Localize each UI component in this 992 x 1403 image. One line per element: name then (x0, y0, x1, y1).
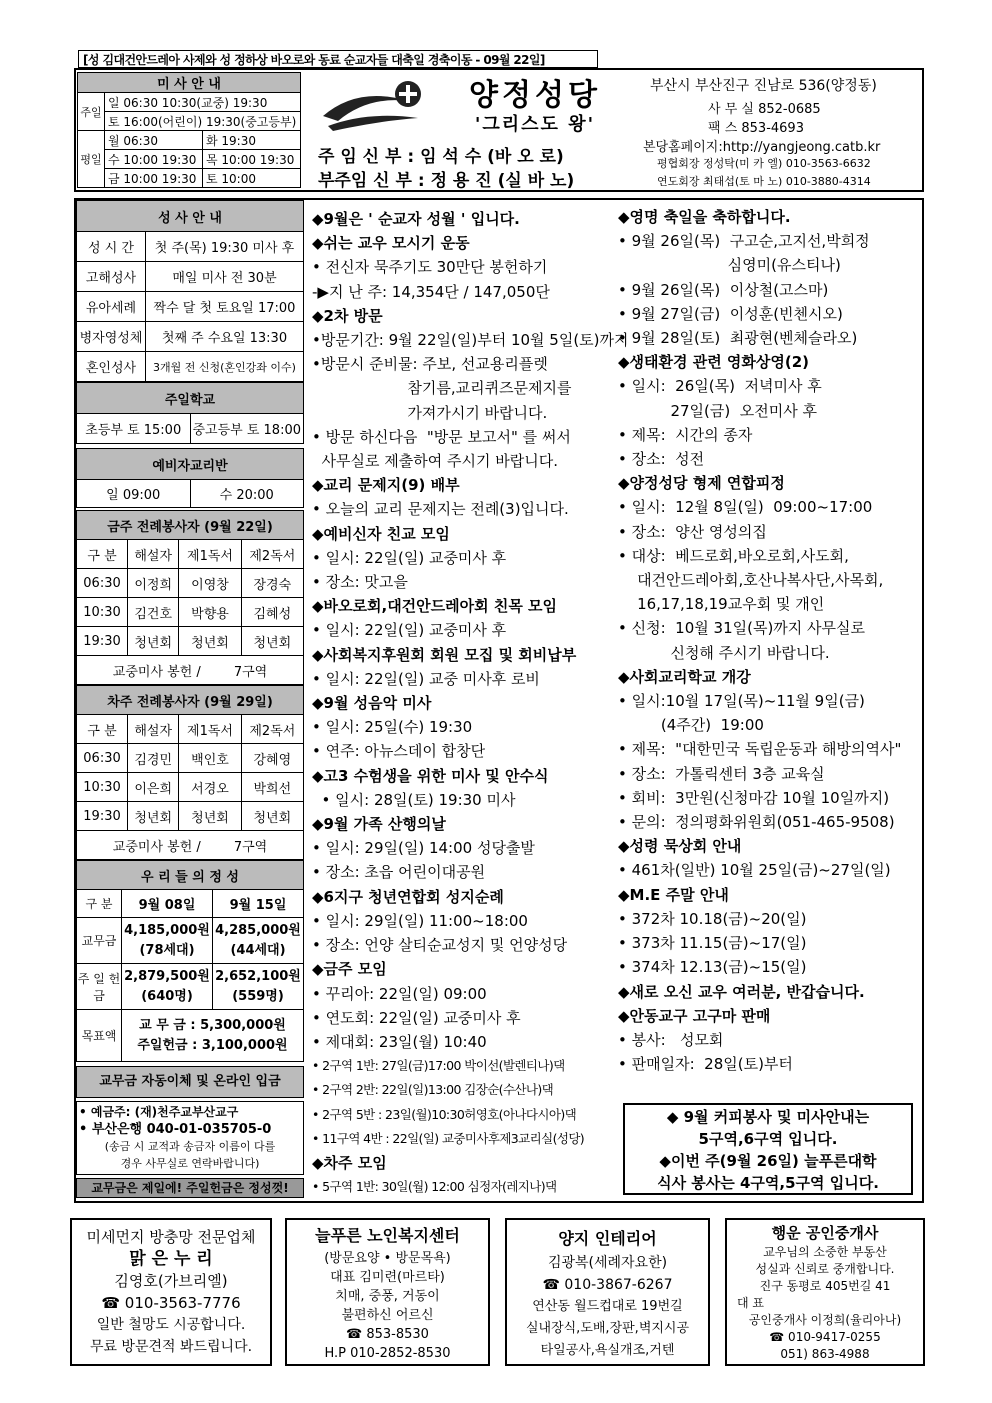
ad-elderly-care (285, 1218, 490, 1366)
offering-assignment: 교중미사 봉헌 / 7구역 (77, 831, 304, 860)
table-cell: 19:30 (77, 802, 128, 831)
list-item: • 제대회: 23일(월) 10:40 (312, 1032, 487, 1051)
section-heading: ◆교리 문제지(9) 배부 (312, 476, 460, 495)
list-item: • 일시: 29일(일) 14:00 성당출발 (312, 839, 535, 858)
list-item: • 2구역 1반: 27일(금)17:00 박이선(발렌티나)댁 (312, 1058, 565, 1074)
ad-line: 미세먼지 방충망 전문업체 (86, 1228, 256, 1246)
ad-title: 양지 인테리어 (558, 1229, 657, 1248)
middle-column (312, 207, 629, 1199)
list-item: • 장소: 언양 살티순교성지 및 언양성당 (312, 936, 568, 955)
transfer-line: • 예금주: (재)천주교부산교구 (79, 1105, 239, 1119)
list-item: • 전신자 묵주기도 30만단 봉헌하기 (312, 258, 548, 277)
ad-line: ☎ 010-3867-6267 (542, 1277, 673, 1293)
table-cell: 강혜영 (241, 744, 303, 773)
sunday-school-title: 주일학교 (77, 383, 304, 414)
sacrament-value: 매일 미사 전 30분 (146, 262, 304, 292)
servers-this-table (76, 510, 304, 685)
list-item: 대건안드레아회,호산나복사단,사목회, (618, 571, 884, 590)
ad-line: 무료 방문견적 봐드립니다. (89, 1339, 253, 1355)
list-item: • 연도회: 22일(일) 교중미사 후 (312, 1008, 521, 1027)
sacrament-value: 3개월 전 신청(혼인강좌 이수) (146, 352, 304, 382)
transfer-line: • 부산은행 040-01-035705-0 (79, 1122, 272, 1137)
ad-title: 늘푸른 노인복지센터 (315, 1226, 460, 1245)
table-cell: 박희선 (241, 773, 303, 802)
homepage: 본당홈페이지:http://yangjeong.catb.kr (643, 140, 881, 155)
list-item: • 11구역 4반 : 22일(일) 교중미사후제3교리실(성당) (312, 1130, 585, 1146)
notice-box (623, 1103, 913, 1195)
table-cell: 청년회 (241, 627, 303, 656)
ad-line: 공인중개사 이정희(율리아나) (748, 1313, 902, 1327)
ad-line: 불편하신 어르신 (341, 1308, 434, 1323)
list-item: • 9월 26일(목) 구고순,고지선,박희정 (618, 232, 870, 251)
ad-interior (505, 1218, 710, 1366)
section-heading: ◆생태환경 관련 영화상영(2) (618, 353, 810, 372)
pastor-line: 주 임 신 부 : 임 석 수 (바 오 로) (318, 147, 564, 167)
rosary-chair: 연도회장 최태섭(토 마 노) 010-3880-4314 (657, 175, 871, 188)
table-cell: 김혜성 (241, 598, 303, 627)
catechumen-title: 예비자교리반 (77, 449, 304, 480)
list-item: 27일(금) 오전미사 후 (618, 401, 817, 420)
chairman: 평협회장 정성탁(미 카 엘) 010-3563-6632 (657, 157, 871, 170)
ad-line: 진구 동평로 405번길 41 (759, 1279, 891, 1293)
section-heading: ◆9월 성음악 미사 (312, 694, 432, 713)
list-item: • 신청: 10월 31일(목)까지 사무실로 (618, 619, 866, 638)
section-heading: ◆성령 묵상회 안내 (618, 837, 742, 856)
table-cell: 10:30 (77, 773, 128, 802)
ad-line: ☎ 010-3563-7776 (101, 1294, 241, 1312)
table-cell: 청년회 (128, 802, 179, 831)
table-cell: 청년회 (128, 627, 179, 656)
ad-line: H.P 010-2852-8530 (324, 1346, 451, 1361)
list-item: 신청해 주시기 바랍니다. (618, 643, 830, 662)
table-cell: 이정희 (128, 569, 179, 598)
list-item: •방문기간: 9월 22일(일)부터 10월 5일(토)까지 (312, 331, 629, 350)
list-item: • 일시: 22일(일) 교중미사 후 (312, 621, 507, 640)
ad-line: ☎ 853-8530 (346, 1327, 429, 1342)
ad-line: 교우님의 소중한 부동산 (763, 1245, 887, 1259)
sacrament-label: 유아세례 (77, 292, 146, 322)
assistant-line: 부주임 신 부 : 정 용 진 (실 바 노) (318, 171, 575, 191)
list-item: • 373차 11.15(금)~17(일) (618, 934, 807, 953)
section-heading: ◆고3 수험생을 위한 미사 및 안수식 (312, 766, 549, 785)
table-cell: 김건호 (128, 598, 179, 627)
catechumen-wed: 수 20:00 (190, 480, 304, 508)
table-cell: 10:30 (77, 598, 128, 627)
amount: 4,285,000원 (215, 922, 301, 938)
table-cell: 19:30 (77, 627, 128, 656)
section-heading: ◆금주 모임 (312, 960, 387, 979)
list-item: • 꾸리아: 22일(일) 09:00 (312, 984, 487, 1003)
transfer-title: 교무금 자동이체 및 온라인 입금 (76, 1066, 304, 1098)
section-heading: ◆새로 오신 교우 여러분, 반갑습니다. (618, 982, 865, 1001)
table-cell: 06:30 (77, 569, 128, 598)
list-item: • 회비: 3만원(신청마감 10월 10일까지) (618, 788, 890, 807)
list-item: • 일시: 22일(일) 교중미사 후 (312, 548, 507, 567)
list-item: 사무실로 제출하여 주시기 바랍니다. (312, 452, 558, 471)
list-item: -▶지 난 주: 14,354단 / 147,050단 (312, 282, 550, 301)
ad-line: 김광복(세례자요한) (547, 1255, 668, 1271)
count: (78세대) (139, 942, 195, 958)
table-cell: 청년회 (179, 627, 241, 656)
mass-guide-table (77, 72, 301, 188)
amount: 2,879,500원 (124, 968, 210, 984)
list-item: • 장소: 양산 영성의집 (618, 522, 767, 541)
list-item: • 제목: "대한민국 독립운동과 해방의역사" (618, 740, 902, 759)
list-item: • 일시: 29일(일) 11:00~18:00 (312, 911, 528, 930)
list-item: •방문시 준비물: 주보, 선교용리플렛 (312, 355, 548, 374)
section-heading: ◆안동교구 고구마 판매 (618, 1006, 771, 1025)
middle-time: 중고등부 토 18:00 (190, 414, 304, 444)
list-item: • 연주: 아뉴스데이 합창단 (312, 742, 486, 761)
table-cell: 서경오 (179, 773, 241, 802)
amount: 4,185,000원 (124, 922, 210, 938)
list-item: • 일시: 25일(수) 19:30 (312, 718, 473, 737)
target-amount: 주일헌금 : 3,100,000원 (137, 1037, 288, 1053)
ad-line: 일반 철망도 시공합니다. (96, 1317, 246, 1333)
transfer-line: 경우 사무실로 연락바랍니다) (120, 1157, 260, 1170)
ad-line: 김영호(가브리엘) (114, 1272, 228, 1290)
weekday-cell: 토 10:00 (202, 169, 300, 188)
table-cell: 백인호 (179, 744, 241, 773)
list-item: • 372차 10.18(금)~20(일) (618, 909, 807, 928)
sacrament-value: 첫째 주 수요일 13:30 (146, 322, 304, 352)
sacrament-label: 성 시 간 (77, 232, 146, 262)
list-item: • 장소: 초읍 어린이대공원 (312, 863, 486, 882)
col-header: 9월 15일 (213, 890, 304, 918)
weekday-cell: 금 10:00 19:30 (105, 169, 203, 188)
list-item: • 2구역 5반 : 23일(월)10:30허영호(아나다시아)댁 (312, 1106, 577, 1122)
list-item: • 제목: 시간의 종자 (618, 425, 753, 444)
sacrament-label: 병자영성체 (77, 322, 146, 352)
right-column (618, 205, 918, 1076)
list-item: • 방문 하신다음 "방문 보고서" 를 써서 (312, 427, 571, 446)
table-cell: 청년회 (179, 802, 241, 831)
address: 부산시 부산진구 진남로 536(양정동) (650, 78, 877, 94)
ad-line: 051) 863-4988 (780, 1347, 870, 1361)
list-item: • 2구역 2반: 22일(일)13:00 김장순(수산나)댁 (312, 1082, 554, 1098)
list-item: 가져가시기 바랍니다. (312, 403, 548, 422)
table-cell: 이영창 (179, 569, 241, 598)
list-item: (4주간) 19:00 (618, 716, 764, 735)
section-heading: ◆9월은 ' 순교자 성월 ' 입니다. (312, 210, 520, 228)
office-phone: 사 무 실 852-0685 (708, 102, 821, 117)
section-heading: ◆예비신자 친교 모임 (312, 524, 450, 543)
weekday-cell: 월 06:30 (105, 131, 203, 150)
section-heading: ◆양정성당 형제 연합피정 (618, 474, 785, 493)
list-item: • 오늘의 교리 문제지는 전례(3)입니다. (312, 500, 569, 519)
ad-title: 행운 공인중개사 (771, 1224, 879, 1242)
top-banner: [성 김대건안드레아 사제와 성 정하상 바오로와 동료 순교자들 대축일 경축이동 - 09월 22일] (78, 50, 598, 68)
list-item: • 일시: 26일(목) 저녁미사 후 (618, 377, 822, 396)
sacrament-label: 고해성사 (77, 262, 146, 292)
notice-line: ◆이번 주(9월 26일) 늘푸른대학 (659, 1152, 877, 1170)
list-item: 참기름,교리퀴즈문제지를 (312, 379, 572, 398)
table-cell: 이은희 (128, 773, 179, 802)
sacrament-label: 혼인성사 (77, 352, 146, 382)
list-item: • 9월 26일(목) 이상철(고스마) (618, 280, 829, 299)
col-header: 구 분 (77, 715, 128, 744)
list-item: • 9월 27일(금) 이성훈(빈첸시오) (618, 304, 843, 323)
sunday-school-table (76, 382, 304, 444)
table-cell: 06:30 (77, 744, 128, 773)
list-item: • 대상: 베드로회,바오로회,사도회, (618, 546, 849, 565)
ad-line: ☎ 010-9417-0255 (769, 1330, 881, 1344)
sunday-row: 일 06:30 10:30(교중) 19:30 (105, 93, 301, 112)
section-heading: ◆6지구 청년연합회 성지순례 (312, 887, 504, 906)
ad-mesh (70, 1218, 272, 1366)
servers-next-table (76, 685, 304, 860)
weekday-cell: 수 10:00 19:30 (105, 150, 203, 169)
list-item: • 판매일자: 28일(토)부터 (618, 1055, 793, 1074)
list-item: • 문의: 정의평화위원회(051-465-9508) (618, 813, 895, 832)
transfer-line: (송금 시 교적과 송금자 이름이 다를 (104, 1140, 276, 1153)
list-item: 16,17,18,19교우회 및 개인 (618, 595, 825, 614)
ad-title: 맑 은 누 리 (129, 1249, 213, 1269)
list-item: • 장소: 맛고을 (312, 573, 408, 592)
col-header: 해설자 (128, 715, 179, 744)
section-heading: ◆쉬는 교우 모시기 운동 (312, 234, 470, 253)
table-cell: 장경숙 (241, 569, 303, 598)
list-item: • 일시:10월 17일(목)~11월 9일(금) (618, 692, 865, 711)
row-label: 교무금 (77, 918, 122, 964)
notice-line: 식사 봉사는 4구역,5구역 입니다. (657, 1174, 879, 1192)
ad-line: 치매, 중풍, 거동이 (335, 1289, 440, 1304)
list-item: • 461차(일반) 10월 25일(금)~27일(일) (618, 861, 891, 880)
col-header: 구 분 (77, 540, 128, 569)
list-item: • 장소: 성전 (618, 450, 705, 469)
notice-line: 5구역,6구역 입니다. (698, 1130, 838, 1148)
target-amount: 교 무 금 : 5,300,000원 (139, 1017, 286, 1033)
col-header: 제1독서 (179, 540, 241, 569)
notice-line: ◆ 9월 커피봉사 및 미사안내는 (666, 1108, 870, 1126)
col-header: 9월 08일 (122, 890, 213, 918)
col-header: 제1독서 (179, 715, 241, 744)
count: (640명) (141, 988, 193, 1004)
servers-next-title: 차주 전례봉사자 (9월 29일) (77, 686, 304, 715)
ad-line: 성실과 신뢰로 중개합니다. (755, 1262, 895, 1276)
col-header: 제2독서 (241, 540, 303, 569)
list-item: • 일시: 28일(토) 19:30 미사 (312, 790, 516, 809)
section-heading: ◆사회교리학교 개강 (618, 667, 751, 686)
table-cell: 박향용 (179, 598, 241, 627)
table-cell: 청년회 (241, 802, 303, 831)
section-heading: ◆영명 축일을 축하합니다. (618, 208, 791, 226)
ad-realtor (725, 1218, 925, 1366)
ad-line: 대표 김미련(마르타) (330, 1270, 445, 1285)
section-heading: ◆차주 모임 (312, 1153, 387, 1172)
section-heading: ◆M.E 주말 안내 (618, 885, 729, 904)
catechumen-table (76, 448, 304, 508)
sacraments-table (76, 200, 304, 382)
count: (559명) (232, 988, 284, 1004)
sacrament-value: 짝수 달 첫 토요일 17:00 (146, 292, 304, 322)
list-item: • 봉사: 성모회 (618, 1030, 724, 1049)
catechumen-sun: 일 09:00 (77, 480, 191, 508)
count: (44세대) (230, 942, 286, 958)
list-item: • 일시: 12월 8일(일) 09:00~17:00 (618, 498, 873, 517)
fax: 팩 스 853-4693 (708, 121, 804, 136)
col-header: 해설자 (128, 540, 179, 569)
list-item: • 장소: 가톨릭센터 3층 교육실 (618, 764, 825, 783)
list-item: • 9월 28일(토) 최광현(벤체슬라오) (618, 329, 858, 348)
target-label: 목표액 (77, 1010, 122, 1062)
mass-guide-title: 미 사 안 내 (78, 73, 301, 93)
elementary-time: 초등부 토 15:00 (77, 414, 191, 444)
servers-this-title: 금주 전례봉사자 (9월 22일) (77, 511, 304, 540)
offering-assignment: 교중미사 봉헌 / 7구역 (77, 656, 304, 685)
row-label: 주 일 헌 금 (77, 964, 122, 1010)
section-heading: ◆사회복지후원회 회원 모집 및 회비납부 (312, 645, 577, 664)
list-item: • 5구역 1반: 30일(월) 12:00 심정자(레지나)댁 (312, 1179, 557, 1195)
left-sidebar (76, 200, 304, 1198)
offering-title: 우 리 들 의 정 성 (77, 861, 304, 890)
list-item: • 374차 12.13(금)~15(일) (618, 958, 807, 977)
sunday-label: 주일 (78, 93, 105, 131)
sacraments-title: 성 사 안 내 (77, 201, 304, 232)
weekday-cell: 목 10:00 19:30 (202, 150, 300, 169)
offering-table (76, 860, 304, 1062)
transfer-box (76, 1101, 304, 1175)
amount: 2,652,100원 (215, 968, 301, 984)
ad-line: 타일공사,욕실개조,거텐 (540, 1343, 675, 1358)
table-cell: 김경민 (128, 744, 179, 773)
weekday-cell: 화 19:30 (202, 131, 300, 150)
section-heading: ◆9월 가족 산행의날 (312, 815, 446, 834)
ad-line: 연산동 월드컵대로 19번길 (532, 1299, 683, 1314)
church-subtitle: '그리스도 왕' (474, 114, 596, 135)
ad-line: 실내장식,도배,장판,벽지시공 (525, 1321, 690, 1336)
col-header: 구 분 (77, 890, 122, 918)
weekday-label: 평일 (78, 131, 105, 188)
col-header: 제2독서 (241, 715, 303, 744)
church-name: 양정성당 (469, 78, 601, 113)
ad-line: 대 표 (737, 1296, 764, 1310)
ad-line: (방문요양 • 방문목욕) (324, 1251, 451, 1266)
sunday-row: 토 16:00(어린이) 19:30(중고등부) (105, 112, 301, 131)
sacrament-value: 첫 주(목) 19:30 미사 후 (146, 232, 304, 262)
church-logo (318, 76, 438, 136)
list-item: 심영미(유스티나) (618, 256, 841, 275)
list-item: • 일시: 22일(일) 교중 미사후 로비 (312, 669, 540, 688)
section-heading: ◆2차 방문 (312, 306, 383, 325)
section-heading: ◆바오로회,대건안드레아회 친목 모임 (312, 597, 558, 616)
transfer-footer: 교무금은 제일에! 주일헌금은 정성껏! (76, 1178, 304, 1198)
